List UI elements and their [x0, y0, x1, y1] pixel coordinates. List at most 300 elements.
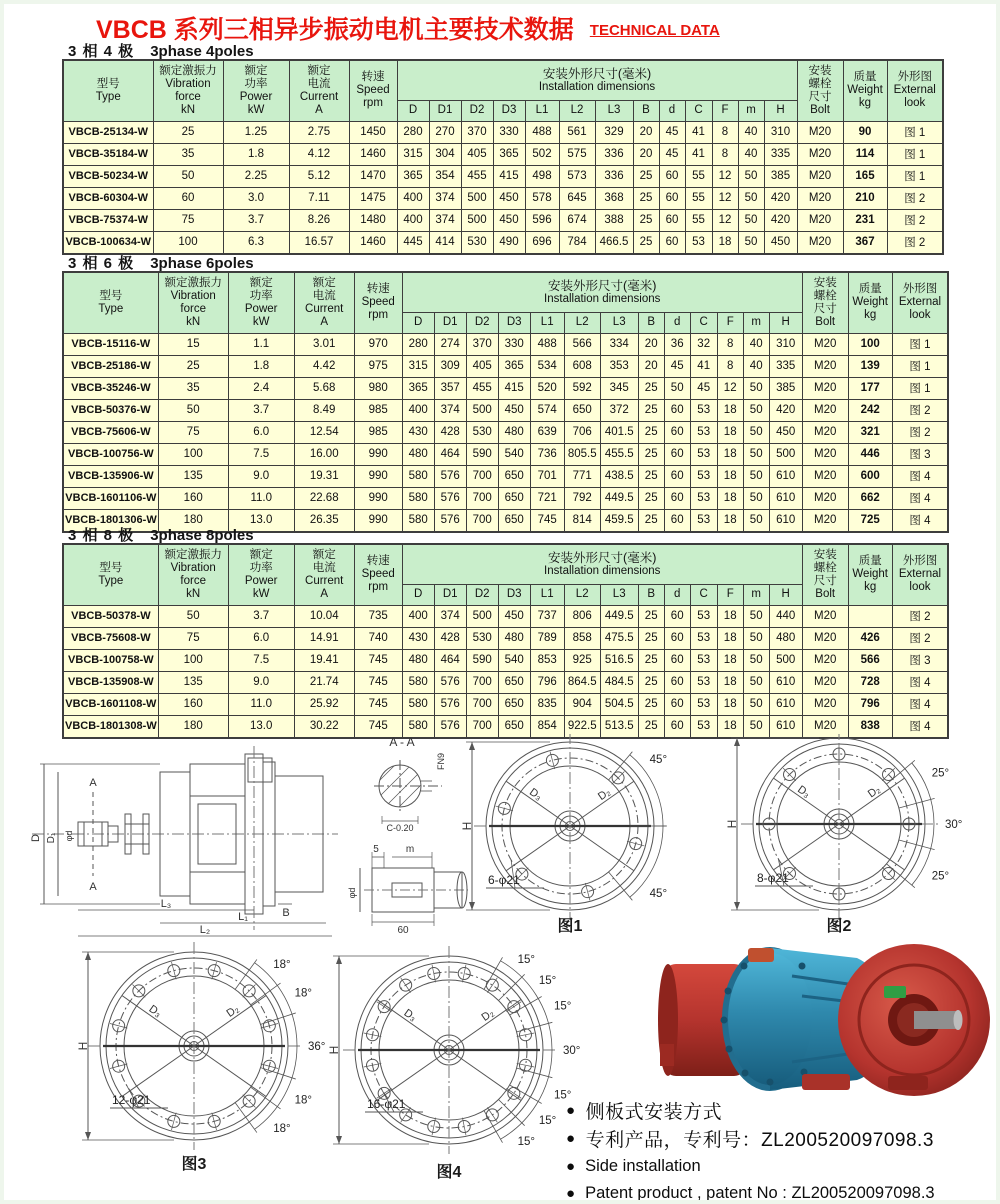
cell-D: 580: [402, 671, 434, 693]
cell-d: 50: [664, 377, 690, 399]
cell-D: 445: [397, 231, 429, 254]
cell-D1: 357: [434, 377, 466, 399]
col-header-dims: 安装外形尺寸(毫米) Installation dimensions: [397, 60, 797, 100]
cell-current-a: 8.26: [289, 209, 349, 231]
cell-C: 53: [690, 487, 717, 509]
cell-type: VBCB-100758-W: [63, 649, 158, 671]
cell-speed-rpm: 1470: [349, 165, 397, 187]
cell-D: 430: [402, 627, 434, 649]
page-title-en: TECHNICAL DATA: [589, 22, 720, 39]
cell-speed-rpm: 1460: [349, 143, 397, 165]
cell-type: VBCB-75608-W: [63, 627, 158, 649]
cell-power-kw: 11.0: [228, 693, 294, 715]
cell-d: 60: [659, 209, 685, 231]
col-header-dim-D2: D2: [466, 584, 498, 605]
dim-l3-label: L₃: [160, 898, 172, 910]
cell-power-kw: 6.0: [228, 421, 294, 443]
cell-D1: 304: [429, 143, 461, 165]
cell-D3: 415: [493, 165, 525, 187]
cell-current-a: 21.74: [294, 671, 354, 693]
section-mark-a-top: A: [89, 777, 97, 789]
cell-power-kw: 7.5: [228, 443, 294, 465]
cell-bolt: M20: [802, 399, 848, 421]
cell-type: VBCB-50376-W: [63, 399, 158, 421]
cell-D3: 450: [493, 209, 525, 231]
cell-D2: 700: [466, 671, 498, 693]
cell-C: 53: [690, 465, 717, 487]
cell-L1: 745: [530, 509, 564, 532]
cell-D1: 270: [429, 121, 461, 143]
cell-d: 45: [659, 121, 685, 143]
dim-d2-label: D₂: [224, 1003, 242, 1020]
cell-weight-kg: 165: [843, 165, 887, 187]
cell-weight-kg: 321: [848, 421, 892, 443]
col-header-weight: 质量 Weight kg: [848, 544, 892, 605]
col-header-dim-L3: L3: [600, 584, 638, 605]
cell-D2: 370: [466, 333, 498, 355]
col-header-type: 型号 Type: [63, 272, 158, 333]
cell-F: 12: [712, 187, 738, 209]
cell-d: 60: [664, 465, 690, 487]
cell-d: 60: [664, 627, 690, 649]
cell-D: 365: [402, 377, 434, 399]
cell-type: VBCB-50378-W: [63, 605, 158, 627]
figure-caption: 图3: [181, 1156, 207, 1173]
bolt-count-label: 8-φ21: [757, 871, 789, 885]
cell-L3: 455.5: [600, 443, 638, 465]
cell-weight-kg: [848, 605, 892, 627]
section-label-6poles: 3 相 6 极 3phase 6poles: [68, 255, 254, 272]
cell-L3: 504.5: [600, 693, 638, 715]
table-row: [63, 487, 948, 509]
col-header-current: 额定 电流 Current A: [294, 544, 354, 605]
cell-L1: 701: [530, 465, 564, 487]
cell-L1: 502: [525, 143, 559, 165]
cell-external-look: 图 1: [887, 121, 943, 143]
cell-D3: 650: [498, 715, 530, 738]
cell-bolt: M20: [802, 715, 848, 738]
cell-F: 12: [712, 165, 738, 187]
cell-D: 580: [402, 715, 434, 738]
cell-B: 25: [638, 627, 664, 649]
cell-H: 480: [769, 627, 802, 649]
cell-m: 50: [738, 209, 764, 231]
cell-L1: 639: [530, 421, 564, 443]
cell-L3: 336: [595, 165, 633, 187]
cell-bolt: M20: [802, 443, 848, 465]
cell-L1: 796: [530, 671, 564, 693]
cell-speed-rpm: 1450: [349, 121, 397, 143]
dim-d3-label: D₃: [401, 1006, 419, 1024]
cell-speed-rpm: 1480: [349, 209, 397, 231]
cell-external-look: 图 2: [892, 399, 948, 421]
cell-F: 18: [717, 509, 743, 532]
cell-C: 53: [690, 509, 717, 532]
cell-speed-rpm: 1475: [349, 187, 397, 209]
cell-L3: 353: [600, 355, 638, 377]
cell-C: 55: [685, 165, 712, 187]
table-row: [63, 333, 948, 355]
cell-D1: 576: [434, 715, 466, 738]
table-row: [63, 465, 948, 487]
cell-m: 50: [743, 421, 769, 443]
cell-type: VBCB-15116-W: [63, 333, 158, 355]
cell-d: 60: [664, 443, 690, 465]
cell-m: 50: [743, 715, 769, 738]
cell-type: VBCB-35184-W: [63, 143, 153, 165]
dim-d2-label: D₂: [479, 1007, 497, 1024]
cell-speed-rpm: 990: [354, 509, 402, 532]
cell-external-look: 图 3: [892, 649, 948, 671]
cell-L1: 578: [525, 187, 559, 209]
cell-power-kw: 9.0: [228, 465, 294, 487]
cell-B: 25: [638, 377, 664, 399]
figure-4-flange-drawing: [299, 942, 611, 1187]
cell-external-look: 图 2: [892, 605, 948, 627]
cell-L3: 466.5: [595, 231, 633, 254]
cell-weight-kg: 600: [848, 465, 892, 487]
cell-D2: 500: [461, 187, 493, 209]
cell-H: 610: [769, 671, 802, 693]
cell-C: 53: [690, 399, 717, 421]
col-header-dim-d: d: [664, 584, 690, 605]
cell-d: 60: [664, 487, 690, 509]
cell-D: 580: [402, 509, 434, 532]
col-header-bolt: 安装 螺栓 尺寸 Bolt: [802, 544, 848, 605]
side-view-drawing: [30, 734, 345, 947]
cell-bolt: M20: [797, 209, 843, 231]
col-header-look: 外形图 External look: [892, 544, 948, 605]
dim-d-label: D: [30, 834, 42, 842]
cell-power-kw: 13.0: [228, 715, 294, 738]
cell-B: 25: [638, 487, 664, 509]
angle-label: 18°: [294, 1094, 313, 1107]
cell-external-look: 图 4: [892, 671, 948, 693]
cell-weight-kg: 662: [848, 487, 892, 509]
table-row: [63, 209, 943, 231]
cell-bolt: M20: [797, 143, 843, 165]
dim-b-label: B: [282, 907, 290, 919]
cell-external-look: 图 2: [887, 231, 943, 254]
cell-H: 420: [764, 209, 797, 231]
col-header-dims: 安装外形尺寸(毫米) Installation dimensions: [402, 544, 802, 584]
cell-L3: 484.5: [600, 671, 638, 693]
cell-weight-kg: 367: [843, 231, 887, 254]
col-header-look: 外形图 External look: [892, 272, 948, 333]
cell-D: 315: [397, 143, 429, 165]
cell-weight-kg: 114: [843, 143, 887, 165]
bolt-count-label: 16-φ21: [367, 1097, 406, 1111]
cell-weight-kg: 838: [848, 715, 892, 738]
cell-weight-kg: 796: [848, 693, 892, 715]
cell-d: 60: [664, 509, 690, 532]
col-header-dim-C: C: [685, 100, 712, 121]
cell-C: 53: [690, 605, 717, 627]
cell-H: 500: [769, 443, 802, 465]
cell-bolt: M20: [802, 355, 848, 377]
cell-D: 400: [402, 605, 434, 627]
cell-L1: 488: [530, 333, 564, 355]
angle-label: 15°: [553, 1089, 572, 1102]
bullet-icon: ●: [566, 1157, 576, 1175]
cell-external-look: 图 1: [892, 377, 948, 399]
cell-m: 40: [743, 333, 769, 355]
cell-m: 50: [743, 693, 769, 715]
table-row: [63, 443, 948, 465]
cell-D2: 500: [466, 605, 498, 627]
cell-D2: 500: [466, 399, 498, 421]
cell-current-a: 30.22: [294, 715, 354, 738]
cell-weight-kg: 446: [848, 443, 892, 465]
cell-force-kn: 100: [158, 649, 228, 671]
cell-power-kw: 1.8: [223, 143, 289, 165]
cell-L2: 592: [564, 377, 600, 399]
cell-power-kw: 3.7: [228, 399, 294, 421]
cell-weight-kg: 566: [848, 649, 892, 671]
angle-label: 15°: [517, 1136, 535, 1149]
cell-F: 18: [717, 715, 743, 738]
cell-weight-kg: 90: [843, 121, 887, 143]
cell-force-kn: 15: [158, 333, 228, 355]
cell-L2: 561: [559, 121, 595, 143]
cell-C: 45: [690, 377, 717, 399]
cell-L3: 475.5: [600, 627, 638, 649]
cell-B: 20: [633, 121, 659, 143]
cell-force-kn: 25: [158, 355, 228, 377]
angle-label: 15°: [538, 1115, 557, 1128]
table-row: [63, 165, 943, 187]
cell-weight-kg: 242: [848, 399, 892, 421]
cell-force-kn: 75: [158, 627, 228, 649]
cell-L1: 498: [525, 165, 559, 187]
cell-H: 610: [769, 715, 802, 738]
table-row: [63, 399, 948, 421]
cell-speed-rpm: 745: [354, 715, 402, 738]
cell-D2: 500: [461, 209, 493, 231]
cell-d: 60: [659, 231, 685, 254]
table-row: [63, 627, 948, 649]
cell-L2: 805.5: [564, 443, 600, 465]
col-header-dim-B: B: [638, 584, 664, 605]
cell-power-kw: 6.0: [228, 627, 294, 649]
cell-D: 365: [397, 165, 429, 187]
col-header-force: 额定激振力 Vibration force kN: [153, 60, 223, 121]
cell-force-kn: 160: [158, 487, 228, 509]
cell-force-kn: 35: [153, 143, 223, 165]
cell-current-a: 16.00: [294, 443, 354, 465]
cell-speed-rpm: 990: [354, 443, 402, 465]
cell-m: 40: [738, 121, 764, 143]
cell-m: 50: [743, 443, 769, 465]
figure-caption: 图1: [557, 918, 583, 935]
cell-d: 45: [664, 355, 690, 377]
cell-H: 610: [769, 465, 802, 487]
cell-speed-rpm: 990: [354, 465, 402, 487]
cell-d: 60: [664, 671, 690, 693]
cell-B: 25: [638, 715, 664, 738]
figure-caption: 图2: [826, 918, 852, 935]
col-header-dim-D2: D2: [466, 312, 498, 333]
section-aa-detail: [352, 734, 456, 837]
cell-current-a: 10.04: [294, 605, 354, 627]
cell-type: VBCB-25186-W: [63, 355, 158, 377]
cell-L2: 792: [564, 487, 600, 509]
cell-L2: 575: [559, 143, 595, 165]
dim-d2-label: D₂: [865, 783, 883, 801]
cell-current-a: 26.35: [294, 509, 354, 532]
cell-bolt: M20: [797, 187, 843, 209]
col-header-dim-D: D: [402, 312, 434, 333]
col-header-dim-m: m: [743, 312, 769, 333]
note-side-installation-en: ● Side installation: [566, 1156, 701, 1175]
cell-L2: 858: [564, 627, 600, 649]
cell-type: VBCB-75606-W: [63, 421, 158, 443]
cell-D3: 540: [498, 443, 530, 465]
cell-L3: 368: [595, 187, 633, 209]
cell-m: 50: [743, 605, 769, 627]
cell-force-kn: 50: [158, 399, 228, 421]
cell-current-a: 5.12: [289, 165, 349, 187]
col-header-dim-L1: L1: [530, 312, 564, 333]
cell-current-a: 16.57: [289, 231, 349, 254]
cell-D1: 274: [434, 333, 466, 355]
cell-H: 385: [764, 165, 797, 187]
cell-current-a: 3.01: [294, 333, 354, 355]
cell-D1: 576: [434, 465, 466, 487]
cell-L2: 674: [559, 209, 595, 231]
cell-weight-kg: 100: [848, 333, 892, 355]
angle-label: 15°: [538, 974, 557, 987]
cell-F: 18: [717, 465, 743, 487]
cell-L3: 449.5: [600, 487, 638, 509]
cell-force-kn: 180: [158, 509, 228, 532]
cell-weight-kg: 426: [848, 627, 892, 649]
cell-speed-rpm: 980: [354, 377, 402, 399]
cell-m: 40: [743, 355, 769, 377]
cell-bolt: M20: [802, 693, 848, 715]
cell-D3: 450: [493, 187, 525, 209]
angle-label: 30°: [945, 819, 963, 831]
cell-H: 310: [764, 121, 797, 143]
dim-d3-label: D₃: [795, 783, 813, 801]
cell-D2: 700: [466, 465, 498, 487]
cell-H: 420: [764, 187, 797, 209]
col-header-speed: 转速 Speed rpm: [349, 60, 397, 121]
cell-D1: 354: [429, 165, 461, 187]
cell-power-kw: 3.7: [228, 605, 294, 627]
table-row: [63, 605, 948, 627]
flange-figure-svg: [689, 734, 991, 936]
cell-d: 36: [664, 333, 690, 355]
cell-type: VBCB-100634-W: [63, 231, 153, 254]
dim-h-label: H: [725, 819, 739, 829]
cell-D3: 450: [498, 399, 530, 421]
cell-external-look: 图 4: [892, 715, 948, 738]
cell-D: 430: [402, 421, 434, 443]
cell-external-look: 图 4: [892, 693, 948, 715]
cell-current-a: 4.42: [294, 355, 354, 377]
cell-m: 40: [738, 143, 764, 165]
col-header-dim-D: D: [397, 100, 429, 121]
cell-B: 20: [633, 143, 659, 165]
keyway-dim-m: m: [405, 844, 415, 855]
note-patent-en: ● Patent product , patent No : ZL200520097098.3: [566, 1183, 935, 1202]
table-row: [63, 649, 948, 671]
cell-force-kn: 60: [153, 187, 223, 209]
cell-current-a: 14.91: [294, 627, 354, 649]
cell-D: 400: [397, 187, 429, 209]
cell-d: 60: [659, 187, 685, 209]
cell-D3: 650: [498, 693, 530, 715]
cell-power-kw: 2.25: [223, 165, 289, 187]
cell-H: 335: [769, 355, 802, 377]
cell-D2: 590: [466, 443, 498, 465]
dim-phid-label: φd: [64, 830, 74, 842]
cell-speed-rpm: 745: [354, 693, 402, 715]
cell-m: 50: [743, 399, 769, 421]
col-header-dim-D3: D3: [498, 584, 530, 605]
cell-external-look: 图 2: [887, 187, 943, 209]
col-header-dim-F: F: [717, 312, 743, 333]
cell-D3: 650: [498, 509, 530, 532]
cell-force-kn: 180: [158, 715, 228, 738]
cell-F: 18: [717, 627, 743, 649]
col-header-dim-L3: L3: [600, 312, 638, 333]
cell-power-kw: 6.3: [223, 231, 289, 254]
cell-m: 50: [743, 465, 769, 487]
cell-L2: 806: [564, 605, 600, 627]
cell-D3: 365: [498, 355, 530, 377]
flange-figure-svg: [299, 942, 611, 1182]
cell-H: 610: [769, 509, 802, 532]
cell-D2: 700: [466, 715, 498, 738]
cell-external-look: 图 2: [887, 209, 943, 231]
angle-label: 18°: [273, 958, 291, 971]
cell-D3: 650: [498, 671, 530, 693]
col-header-dim-D1: D1: [429, 100, 461, 121]
cell-D1: 576: [434, 509, 466, 532]
cell-F: 18: [717, 421, 743, 443]
cell-d: 60: [664, 399, 690, 421]
col-header-dim-H: H: [769, 584, 802, 605]
col-header-dim-L2: L2: [559, 100, 595, 121]
col-header-dims: 安装外形尺寸(毫米) Installation dimensions: [402, 272, 802, 312]
cell-B: 25: [638, 693, 664, 715]
cell-d: 60: [664, 605, 690, 627]
cell-D3: 490: [493, 231, 525, 254]
figure-2-flange-drawing: [689, 734, 991, 941]
col-header-type: 型号 Type: [63, 60, 153, 121]
cell-weight-kg: 725: [848, 509, 892, 532]
cell-D2: 455: [461, 165, 493, 187]
cell-C: 53: [690, 443, 717, 465]
col-header-dim-D: D: [402, 584, 434, 605]
cell-H: 610: [769, 487, 802, 509]
col-header-power: 额定 功率 Power kW: [228, 544, 294, 605]
cell-D1: 464: [434, 649, 466, 671]
col-header-dim-D3: D3: [498, 312, 530, 333]
cell-D1: 414: [429, 231, 461, 254]
spec-table-3phase-8poles: [62, 543, 949, 739]
col-header-power: 额定 功率 Power kW: [223, 60, 289, 121]
cell-L2: 771: [564, 465, 600, 487]
cell-L2: 814: [564, 509, 600, 532]
section-label-4poles: 3 相 4 极 3phase 4poles: [68, 43, 254, 60]
spec-table-3phase-6poles: [62, 271, 949, 533]
dim-h-label: H: [76, 1041, 90, 1051]
cell-D: 315: [402, 355, 434, 377]
col-header-dim-F: F: [712, 100, 738, 121]
